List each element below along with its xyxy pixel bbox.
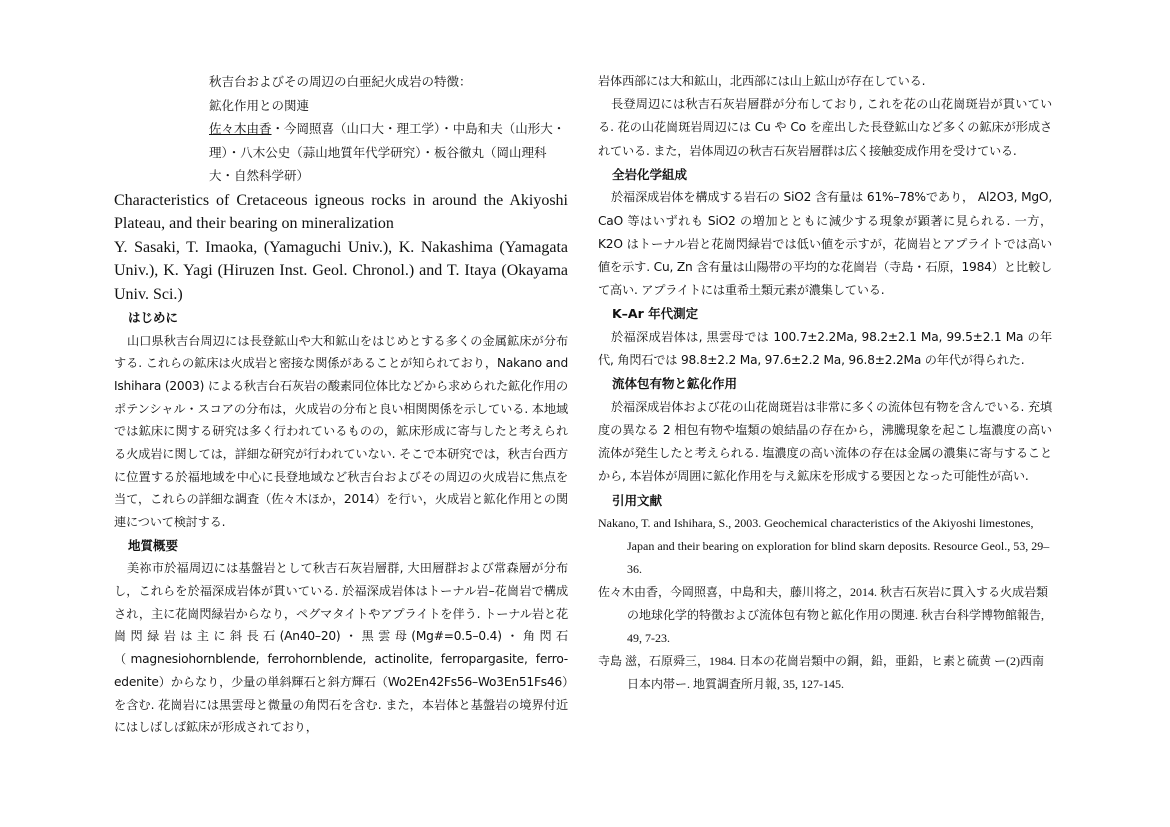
left-column — [114, 70, 568, 739]
chemistry-heading: 全岩化学組成 — [612, 166, 688, 182]
en-authors: Y. Sasaki, T. Imaoka, (Yamaguchi Univ.), K. Nakashima (Yamagata Univ.), K. Yagi (Hiruzen Inst. Geol. Chronol.) and T. Itaya (Okayama Univ. Sci.) — [114, 238, 568, 303]
en-title: Characteristics of Cretaceous igneous rocks in around the Akiyoshi Plateau, and their bearing on mineralization — [114, 191, 568, 232]
presenting-author: 佐々木由香 — [209, 121, 272, 136]
intro-paragraph: 山口県秋吉台周辺には長登鉱山や大和鉱山をはじめとする多くの金属鉱床が分布する. これらの鉱床は火成岩と密接な関係があることが知られており，Nakano and Ishihara (2003) による秋吉台石灰岩の酸素同位体比などから求められた鉱化作用のポテンシャル・スコアの分布は，火成岩の分布と良い相関関係を示している. 本地域では鉱床に関する研究は多く行われているものの，鉱床形成に寄与したと考えられる火成岩に関しては，詳細な研究が行われていない. そこで本研究では，秋吉台西方に位置する於福地域を中心に長登地域など秋吉台およびその周辺の火成岩に焦点を当て，これらの詳細な調査（佐々木ほか，2014）を行い，火成岩と鉱化作用との関連について検討する. — [114, 333, 568, 530]
english-title-block — [114, 189, 568, 307]
fluid-heading: 流体包有物と鉱化作用 — [612, 376, 738, 392]
intro-heading: はじめに — [128, 310, 179, 325]
references-heading: 引用文献 — [612, 492, 663, 508]
continued-paragraph: 岩体西部には大和鉱山，北西部には山上鉱山が存在している. — [598, 74, 926, 88]
nagato-paragraph: 長登周辺には秋吉石灰岩層群が分布しており, これを花の山花崗斑岩が貫いている. 花の山花崗斑岩周辺には Cu や Co を産出した長登鉱山など多くの鉱床が形成されている. また，岩体周辺の秋吉石灰岩層群は広く接触変成作用を受けている. — [598, 97, 1052, 158]
fluid-paragraph: 於福深成岩体および花の山花崗斑岩は非常に多くの流体包有物を含んでいる. 充填度の異なる 2 相包有物や塩類の娘結晶の存在から，沸騰現象を起こし塩濃度の高い流体が発生したと考えられる. 塩濃度の高い流体の存在は金属の濃集に寄与することから, 本岩体が周囲に鉱化作用を与え鉱床を形成する要因となった可能性が高い. — [598, 399, 1052, 484]
geology-heading: 地質概要 — [128, 537, 179, 553]
jp-coauthors: ・今岡照喜（山口大・理工学）・中島和夫（山形大・理）・八木公史（蒜山地質年代学研究）・板谷徹丸（岡山理科大・自然科学研） — [209, 121, 566, 183]
reference-item: 寺島 滋，石原舜三，1984. 日本の花崗岩類中の銅，鉛，亜鉛，ヒ素と硫黄 ー(2)西南日本内帯ー. 地質調査所月報, 35, 127-145. — [598, 654, 1044, 692]
kar-heading: K–Ar 年代測定 — [612, 306, 699, 322]
chemistry-paragraph: 於福深成岩体を構成する岩石の SiO2 含有量は 61%–78%であり， Al2O3, MgO, CaO 等はいずれも SiO2 の増加とともに減少する現象が顕著に見られる. 一方，K2O はトーナル岩と花崗閃緑岩では低い値を示すが，花崗岩とアプライトでは高い値を示す. Cu, Zn 含有量は山陽帯の平均的な花崗岩（寺島・石原，1984）と比較して高い. アプライトには重希土類元素が濃集している. — [598, 190, 1052, 298]
kar-paragraph: 於福深成岩体は, 黒雲母では 100.7±2.2Ma, 98.2±2.1 Ma, 99.5±2.1 Ma の年代, 角閃石では 98.8±2.2 Ma, 97.6±2.2 Ma, 96.8±2.2Ma の年代が得られた. — [598, 329, 1052, 368]
jp-title-line-1: 秋吉台およびその周辺の白亜紀火成岩の特徴： — [209, 74, 472, 89]
japanese-title-block — [209, 70, 568, 188]
right-column — [598, 70, 1052, 696]
jp-title-line-2: 鉱化作用との関連 — [209, 97, 310, 113]
geology-paragraph: 美祢市於福周辺には基盤岩として秋吉石灰岩層群, 大田層群および常森層が分布し，これらを於福深成岩体が貫いている. 於福深成岩体はトーナル岩–花崗岩で構成され，主に花崗閃緑岩からなり，ペグマタイトやアプライトを伴う. トーナル岩と花崗閃緑岩は主に斜長石(An40–20)・黒雲母(Mg#=0.5–0.4)・角閃石（magnesiohornblende, ferrohornblende, actinolite, ferropargasite, ferro-edenite）からなり，少量の単斜輝石と斜方輝石（Wo2En42Fs56–Wo3En51Fs46）を含む. 花崗岩には黒雲母と微量の角閃石を含む. また，本岩体と基盤岩の境界付近にはしばしば鉱床が形成されており， — [114, 561, 568, 735]
reference-item: 佐々木由香，今岡照喜，中島和夫，藤川将之，2014. 秋吉石灰岩に貫入する火成岩類の地球化学的特徴および流体包有物と鉱化作用の関連. 秋吉台科学博物館報告, 49, 7-23. — [598, 585, 1049, 646]
jp-authors — [209, 117, 568, 188]
reference-item: Nakano, T. and Ishihara, S., 2003. Geochemical characteristics of the Akiyoshi limestones, Japan and their bearing on exploration for blind skarn deposits. Resource Geol., 53, 29–36. — [598, 516, 1050, 577]
